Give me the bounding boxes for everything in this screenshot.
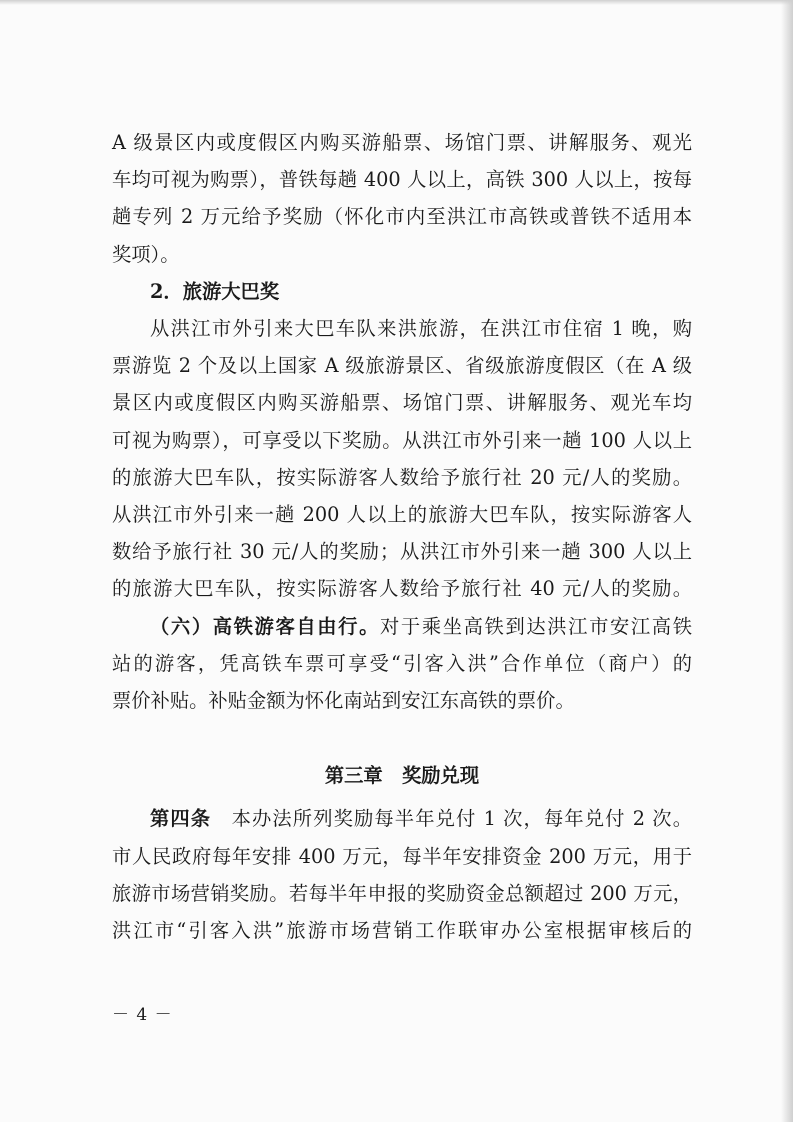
page-number: － 4 － [112,1005,173,1025]
paragraph-line: 奖项）。 [112,242,180,266]
paragraph-line: 从洪江市外引来大巴车队来洪旅游，在洪江市住宿 1 晚，购 [150,317,692,341]
paragraph-line: 可视为购票），可享受以下奖励。从洪江市外引来一趟 100 人以上 [112,428,692,452]
paragraph-text: 对于乘坐高铁到达洪江市安江高铁 [380,614,693,638]
paragraph-line: 数给予旅行社 30 元/人的奖励；从洪江市外引来一趟 300 人以上 [112,540,692,564]
paragraph-text: 本办法所列奖励每半年兑付 1 次，每年兑付 2 次。 [211,807,692,831]
paragraph-line: 票游览 2 个及以上国家 A 级旅游景区、省级旅游度假区（在 A 级 [112,354,692,378]
article-number: 第四条 [150,807,212,831]
paragraph-line: 洪江市“引客入洪”旅游市场营销工作联审办公室根据审核后的 [112,919,692,943]
paragraph-line: 市人民政府每年安排 400 万元，每半年安排资金 200 万元，用于 [112,844,692,868]
spacer [112,719,692,757]
scan-edge-right [781,0,793,1122]
body-text [112,124,692,949]
chapter-title: 第三章 奖励兑现 [324,764,480,788]
paragraph-line [112,608,692,645]
paragraph-line: 景区内或度假区内购买游船票、场馆门票、讲解服务、观光车均 [112,391,692,415]
paragraph-line: 趟专列 2 万元给予奖励（怀化市内至洪江市高铁或普铁不适用本 [112,205,692,229]
paragraph-line [112,800,692,837]
paragraph-line: 的旅游大巴车队，按实际游客人数给予旅行社 40 元/人的奖励。 [112,577,692,601]
paragraph-line: 站的游客，凭高铁车票可享受“引客入洪”合作单位（商户）的 [112,651,692,675]
paragraph-lead: （六）高铁游客自由行。 [150,614,380,638]
paragraph-line: 的旅游大巴车队，按实际游客人数给予旅行社 20 元/人的奖励。 [112,465,692,489]
paragraph-line: 票价补贴。补贴金额为怀化南站到安江东高铁的票价。 [112,689,575,713]
paragraph-line: 车均可视为购票），普铁每趟 400 人以上，高铁 300 人以上，按每 [112,168,692,192]
paragraph-line: 旅游市场营销奖励。若每半年申报的奖励资金总额超过 200 万元， [112,881,692,905]
paragraph-line: A 级景区内或度假区内购买游船票、场馆门票、讲解服务、观光 [112,131,692,154]
scan-edge-top [0,0,793,5]
paragraph-line: 从洪江市外引来一趟 200 人以上的旅游大巴车队，按实际游客人 [112,503,692,527]
section-heading: 2．旅游大巴奖 [150,279,280,303]
